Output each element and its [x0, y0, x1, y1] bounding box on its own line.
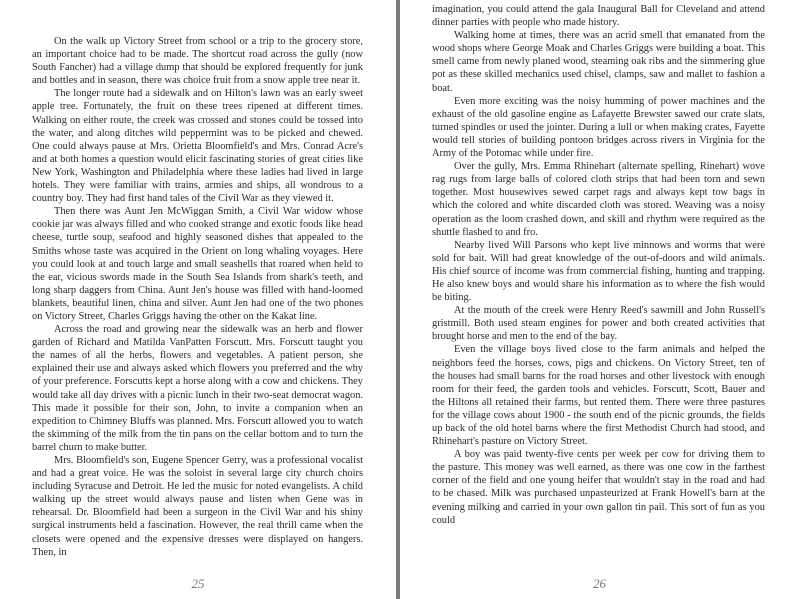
- paragraph: Walking home at times, there was an acrid smell that emanated from the wood shops where George Moak and Charles Griggs were building a boat. This smell came from newly planed wood, steaming oak ribs and the simmering glue pot as these skilled mechanics used chisel, clamps, saw and mallet to fashion a boat.: [432, 30, 765, 94]
- paragraph: Over the gully, Mrs. Emma Rhinehart (alternate spelling, Rinehart) wove rag rugs from large balls of colored cloth strips that had been torn and sewn together. Most housewives sewed carpet rags and always kept tow bags in which the colored and white discarded cloth was stored. Weaving was a noisy operation as the loom crashed down, and skill and rhythm were required as the shuttle flashed to and fro.: [432, 161, 765, 238]
- paragraph: The longer route had a sidewalk and on Hilton's lawn was an early sweet apple tree. Fortunately, the fruit on these trees ripened at different times. Walking on either route, the creek was crossed and stones could be tossed into the water, and along ditches wild peppermint was to be picked and chewed. One could always pause at Mrs. Orietta Bloomfield's and Mrs. Conrad Acre's and at both homes a question would elicit fascinating stories of great cities like New York, Washington and Philadelphia where these ladies had lived in large hotels. They were familiar with trains, armies and ships, all wondrous to a country boy. They had first hand tales of the Civil War as they viewed it.: [32, 88, 363, 205]
- paragraph: Nearby lived Will Parsons who kept live minnows and worms that were sold for bait. Will had great knowledge of the out-of-doors and wild animals. His chief source of income was from commercial fishing, hunting and trapping. He also knew boys and would share his information as to where the fish would be biting.: [432, 239, 765, 304]
- paragraph: imagination, you could attend the gala Inaugural Ball for Cleveland and attend dinner parties with people who made history.: [432, 4, 765, 29]
- paragraph: Across the road and growing near the sidewalk was an herb and flower garden of Richard and Matilda VanPatten Forscutt. Mrs. Forscutt taught you the names of all the herbs, flowers and vegetables. A patient person, she explained their use and always asked which flowers you preferred and the why of your preference. Forscutts kept a horse along with a cow and chickens. They would take all day drives with a picnic lunch in their two-seat democrat wagon. This made it possible for their son, John, to invite a companion when an expedition to Chimney Bluffs was planned. Mrs. Forscutt allowed you to watch the skimming of the milk from the tin pans on the cellar bottom and to turn the barrel churn to make butter.: [32, 324, 363, 453]
- page-number: 25: [191, 576, 205, 591]
- paragraph: On the walk up Victory Street from school or a trip to the grocery store, an important choice had to be made. The shortcut road across the gully (now South Fancher) had a village dump that should be explored frequently for junk and bottles and in season, there was choice fruit from a snow apple tree near it.: [32, 36, 363, 87]
- paragraph: Even more exciting was the noisy humming of power machines and the exhaust of the old gasoline engine as Lafayette Brewster sawed our crate slats, turned spindles or used the jointer. During a lull or when making crates, Fayette would tell stories of building pontoon bridges across rivers in Virginia for the Army of the Potomac while under fire.: [432, 95, 765, 160]
- left-page: [0, 0, 396, 599]
- page-number: 26: [593, 576, 606, 591]
- paragraph: At the mouth of the creek were Henry Reed's sawmill and John Russell's gristmill. Both used steam engines for power and both created activities that brought horse and men to the end of the bay.: [432, 305, 765, 343]
- right-page: [400, 0, 799, 599]
- left-page-text: [32, 35, 363, 559]
- paragraph: Then there was Aunt Jen McWiggan Smith, a Civil War widow whose cookie jar was always filled and who cooked strange and exotic foods like head cheese, turtle soup, seafood and highly seasoned dishes that appealed to the Smiths whose taste was acquired in the Orient on long whaling voyages. Here you could look at and touch large and small seashells that roared when held to the ear, vicious swords made in the South Sea Islands from shark's teeth, and long sharp daggers from China. Aunt Jen's house was filled with hand-loomed blankets, beautiful linen, china and silver. Aunt Jen had one of the two phones on Victory Street, Charles Griggs having the other on the Kakat line.: [32, 206, 363, 322]
- paragraph: A boy was paid twenty-five cents per week per cow for driving them to the pasture. This money was well earned, as there was one cow in the farthest corner of the field and one young heifer that wouldn't stay in the road and had to be chased. Milk was purchased unpasteurized at Frank Howell's barn at the evening milking and carried in your own gallon tin pail. This sort of fun as you could: [432, 449, 765, 526]
- paragraph: Mrs. Bloomfield's son, Eugene Spencer Gerry, was a professional vocalist and had a great voice. He was the soloist in several large city church choirs including Syracuse and Detroit. He led the music for noted evangelists. A child walking up the street would always pause and listen when Gene was in rehearsal. Dr. Bloomfield had been a surgeon in the Civil War and his shiny surgical instruments held a fascination. However, the real thrill came when the closets were opened and the expensive dresses were displayed on hangers. Then, in: [32, 455, 363, 558]
- paragraph: Even the village boys lived close to the farm animals and helped the neighbors feed the horses, cows, pigs and chickens. On Victory Street, ten of the houses had small barns for the road horses and other livestock with enough room for their feed, the garden tools and vehicles. Forscutt, Scott, Bauer and the Hiltons all retained their farms, but rented them. There were three pastures for the village cows about 1900 - the south end of the picnic grounds, the fields up back of the old hotel barns where the first Methodist Church had stood, and Rhinehart's pasture on Victory Street.: [432, 344, 765, 448]
- right-page-text: [432, 3, 765, 527]
